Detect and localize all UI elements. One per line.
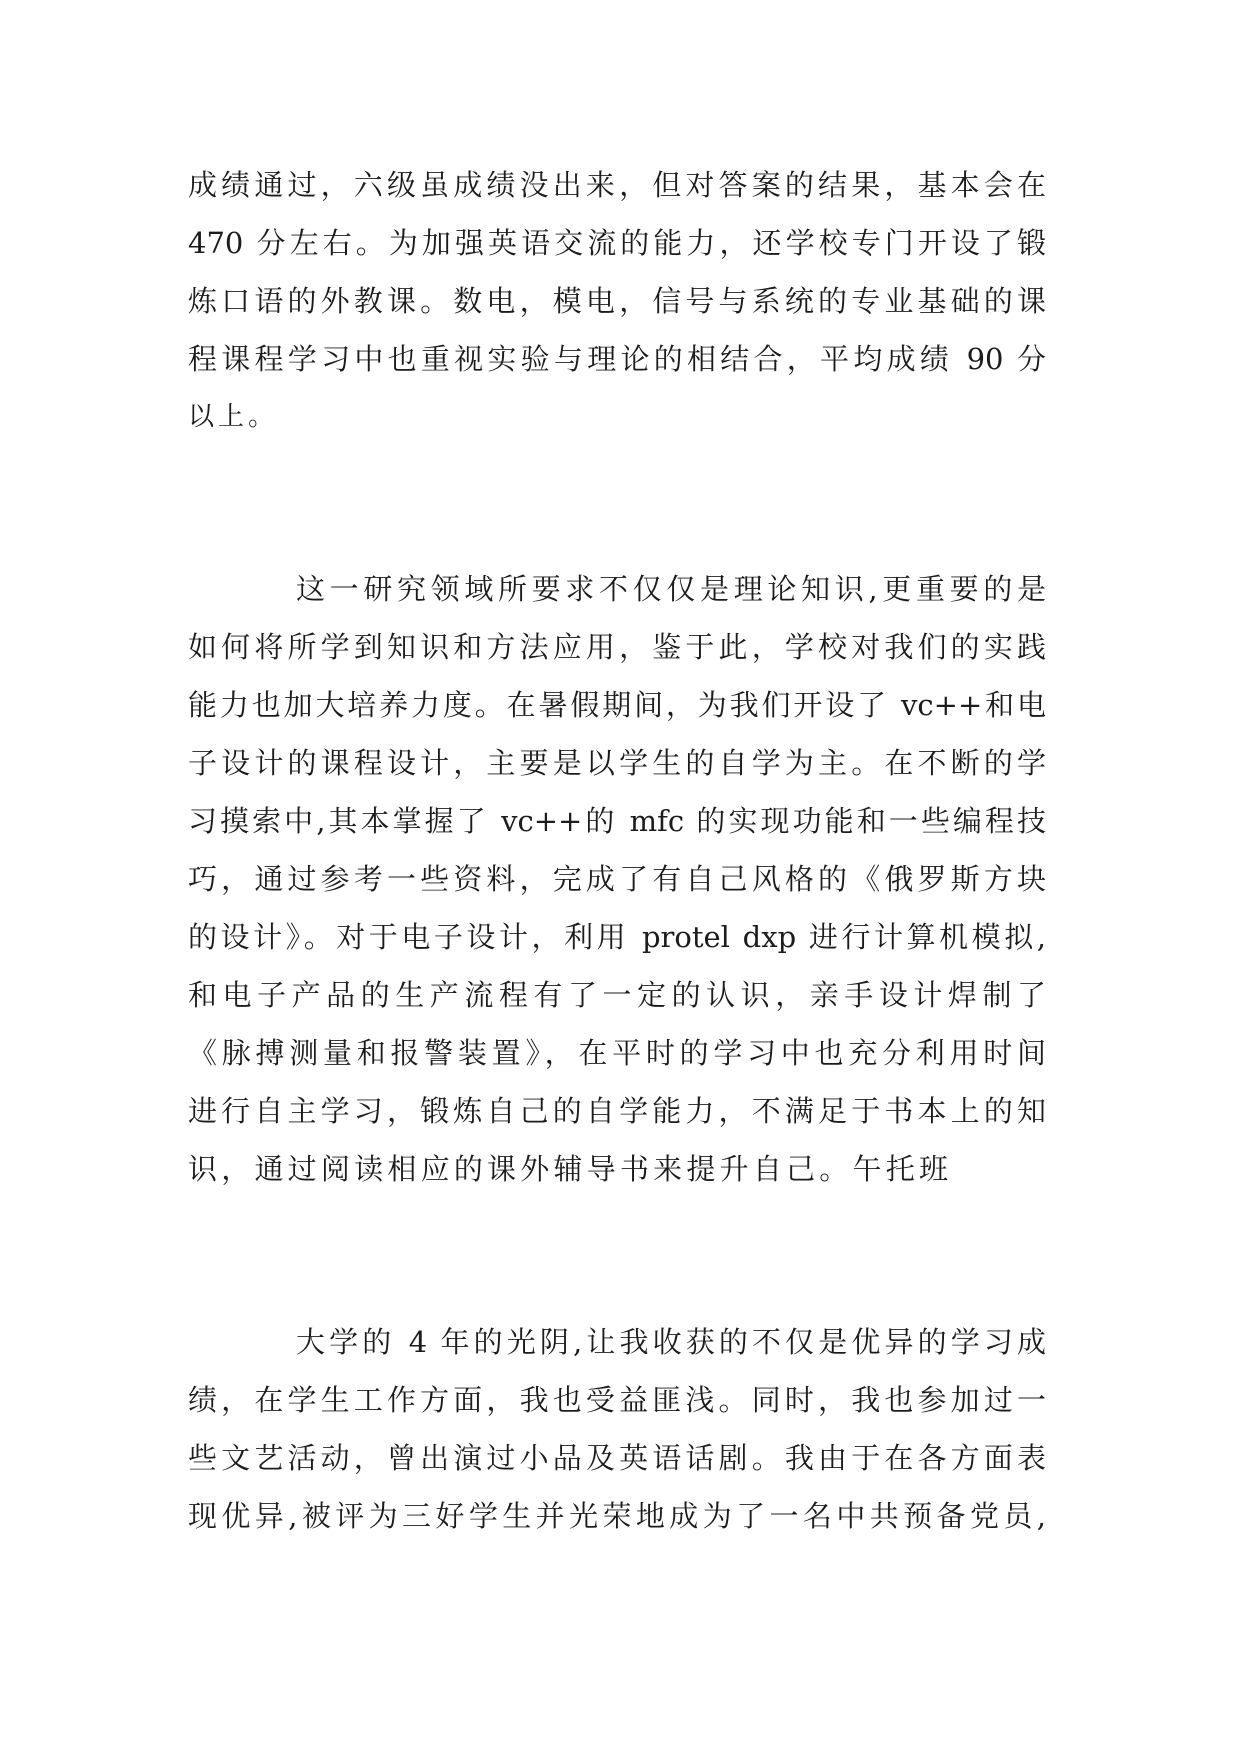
text-line: 470 分左右。为加强英语交流的能力，还学校专门开设了锻 <box>188 226 1046 260</box>
text-line: 巧，通过参考一些资料，完成了有自己风格的《俄罗斯方块 <box>188 862 1046 896</box>
text-line: 《脉搏测量和报警装置》，在平时的学习中也充分利用时间 <box>188 1036 1046 1070</box>
text-line: 如何将所学到知识和方法应用，鉴于此，学校对我们的实践 <box>188 630 1046 664</box>
text-line: 习摸索中,其本掌握了 vc++的 mfc 的实现功能和一些编程技 <box>188 804 1046 838</box>
text-line: 些文艺活动，曾出演过小品及英语话剧。我由于在各方面表 <box>188 1441 1046 1475</box>
text-line: 的设计》。对于电子设计，利用 protel dxp 进行计算机模拟, <box>188 920 1046 954</box>
text-line: 这一研究领域所要求不仅仅是理论知识,更重要的是 <box>296 572 1046 606</box>
text-line: 进行自主学习，锻炼自己的自学能力，不满足于书本上的知 <box>188 1094 1046 1128</box>
text-line: 现优异,被评为三好学生并光荣地成为了一名中共预备党员, <box>188 1499 1046 1533</box>
text-line: 识，通过阅读相应的课外辅导书来提升自己。午托班 <box>188 1152 948 1186</box>
text-line: 炼口语的外教课。数电，模电，信号与系统的专业基础的课 <box>188 284 1046 318</box>
text-line: 以上。 <box>188 402 279 432</box>
text-line: 大学的 4 年的光阴,让我收获的不仅是优异的学习成 <box>296 1325 1046 1359</box>
text-line: 子设计的课程设计，主要是以学生的自学为主。在不断的学 <box>188 746 1046 780</box>
text-line: 成绩通过，六级虽成绩没出来，但对答案的结果，基本会在 <box>188 168 1046 202</box>
text-line: 和电子产品的生产流程有了一定的认识，亲手设计焊制了 <box>188 978 1046 1012</box>
text-line: 绩，在学生工作方面，我也受益匪浅。同时，我也参加过一 <box>188 1383 1046 1417</box>
text-line: 程课程学习中也重视实验与理论的相结合，平均成绩 90 分 <box>188 342 1046 376</box>
text-line: 能力也加大培养力度。在暑假期间，为我们开设了 vc++和电 <box>188 688 1046 722</box>
